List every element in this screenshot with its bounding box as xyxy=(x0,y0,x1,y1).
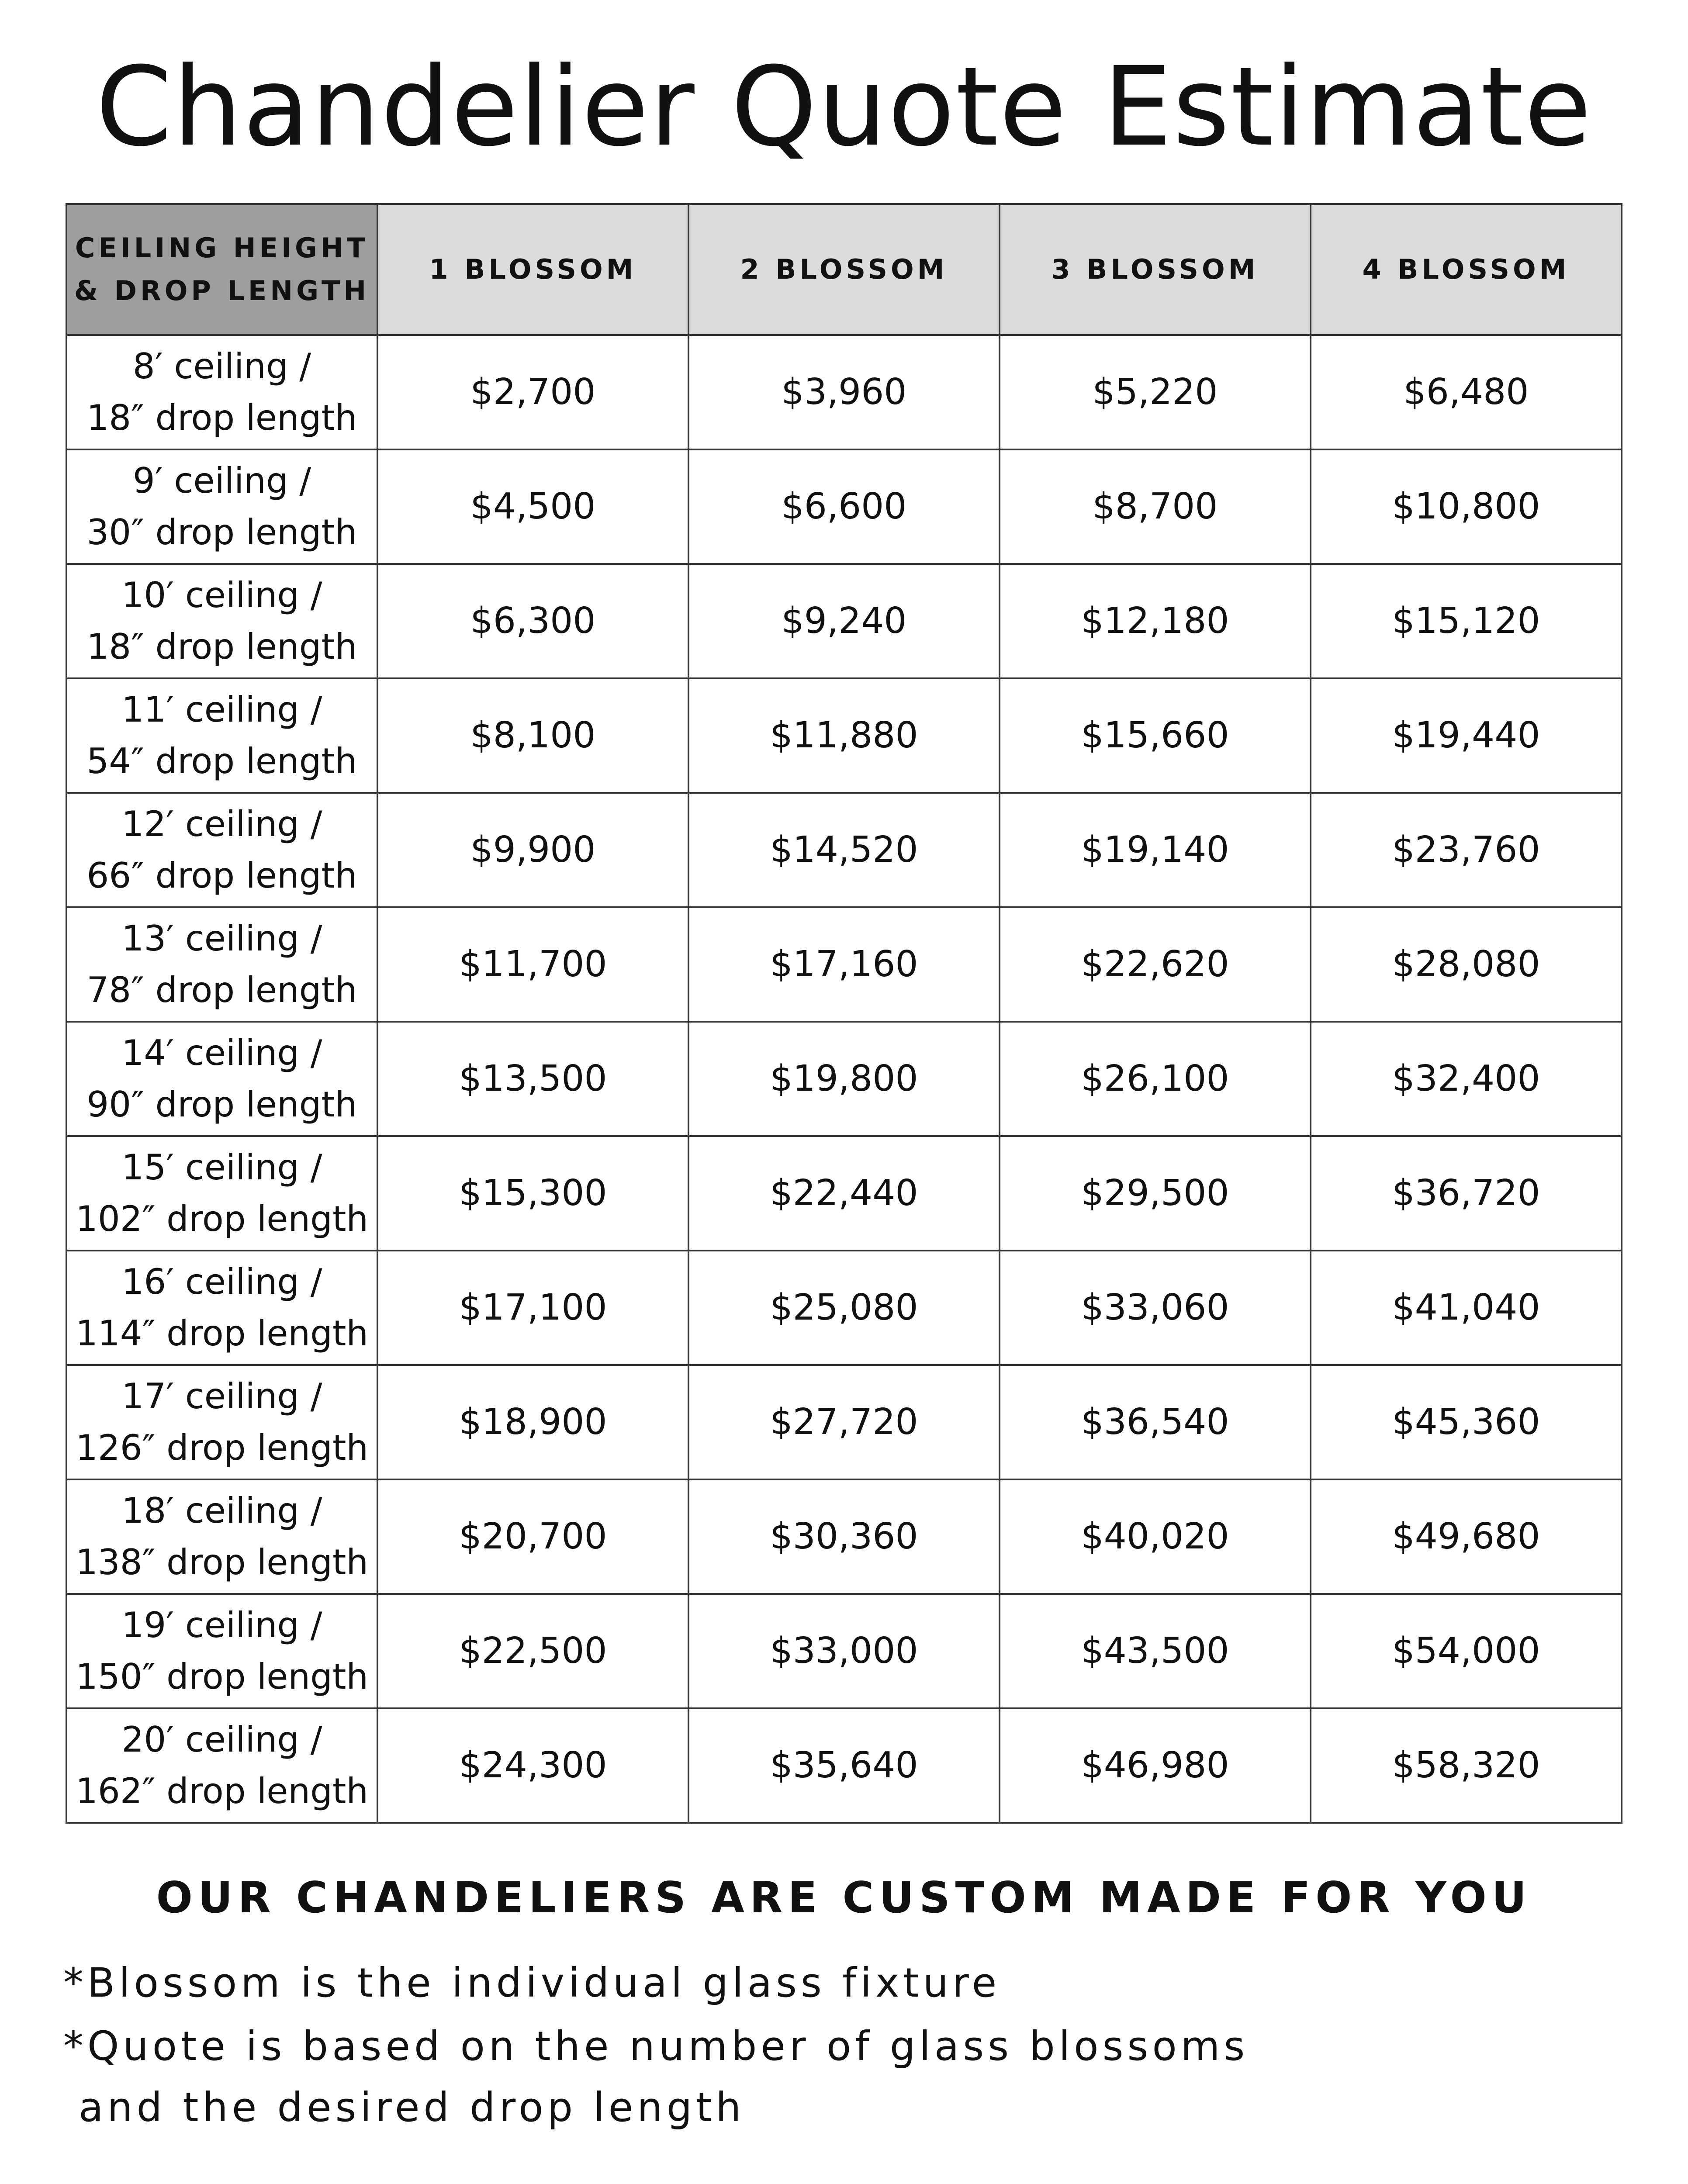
footnote-continuation: and the desired drop length xyxy=(79,2084,745,2131)
drop-length: 30″ drop length xyxy=(86,512,357,553)
drop-length: 90″ drop length xyxy=(86,1084,357,1125)
price-cell-4-blossom: $23,760 xyxy=(1311,793,1622,907)
drop-length: 102″ drop length xyxy=(75,1199,369,1239)
price-cell-2-blossom: $19,800 xyxy=(688,1022,1000,1136)
price-cell-4-blossom: $19,440 xyxy=(1311,678,1622,793)
row-label-cell xyxy=(66,1136,377,1251)
table-row xyxy=(66,564,1622,678)
price-cell-4-blossom: $6,480 xyxy=(1311,335,1622,449)
price-cell-2-blossom: $11,880 xyxy=(688,678,1000,793)
price-cell-1-blossom: $15,300 xyxy=(377,1136,688,1251)
price-cell-3-blossom: $29,500 xyxy=(1000,1136,1311,1251)
header-row xyxy=(66,204,1622,335)
table-row xyxy=(66,1708,1622,1823)
price-cell-1-blossom: $17,100 xyxy=(377,1251,688,1365)
table-row xyxy=(66,449,1622,564)
ceiling-height: 19′ ceiling / xyxy=(121,1605,322,1645)
price-cell-3-blossom: $26,100 xyxy=(1000,1022,1311,1136)
drop-length: 114″ drop length xyxy=(75,1313,369,1354)
price-cell-4-blossom: $49,680 xyxy=(1311,1479,1622,1594)
ceiling-height: 12′ ceiling / xyxy=(121,804,322,844)
price-cell-3-blossom: $12,180 xyxy=(1000,564,1311,678)
ceiling-height: 13′ ceiling / xyxy=(121,918,322,959)
price-cell-1-blossom: $18,900 xyxy=(377,1365,688,1479)
price-cell-3-blossom: $22,620 xyxy=(1000,907,1311,1022)
price-cell-2-blossom: $35,640 xyxy=(688,1708,1000,1823)
price-cell-3-blossom: $43,500 xyxy=(1000,1594,1311,1708)
row-label-cell xyxy=(66,1708,377,1823)
price-cell-4-blossom: $54,000 xyxy=(1311,1594,1622,1708)
price-cell-4-blossom: $32,400 xyxy=(1311,1022,1622,1136)
table-row xyxy=(66,1479,1622,1594)
row-label-cell xyxy=(66,335,377,449)
price-cell-4-blossom: $10,800 xyxy=(1311,449,1622,564)
table-body xyxy=(66,335,1622,1823)
table-row xyxy=(66,1022,1622,1136)
price-cell-1-blossom: $24,300 xyxy=(377,1708,688,1823)
row-label-cell xyxy=(66,564,377,678)
price-cell-3-blossom: $15,660 xyxy=(1000,678,1311,793)
price-cell-3-blossom: $36,540 xyxy=(1000,1365,1311,1479)
price-cell-1-blossom: $2,700 xyxy=(377,335,688,449)
drop-length: 150″ drop length xyxy=(75,1656,369,1697)
price-cell-4-blossom: $15,120 xyxy=(1311,564,1622,678)
table-row xyxy=(66,793,1622,907)
price-cell-2-blossom: $30,360 xyxy=(688,1479,1000,1594)
price-cell-1-blossom: $8,100 xyxy=(377,678,688,793)
price-cell-2-blossom: $33,000 xyxy=(688,1594,1000,1708)
drop-length: 18″ drop length xyxy=(86,626,357,667)
table-row xyxy=(66,1251,1622,1365)
ceiling-height: 17′ ceiling / xyxy=(121,1376,322,1417)
price-cell-1-blossom: $20,700 xyxy=(377,1479,688,1594)
footnote: *Blossom is the individual glass fixture xyxy=(63,1959,1001,2006)
row-label-cell xyxy=(66,1365,377,1479)
price-cell-1-blossom: $9,900 xyxy=(377,793,688,907)
ceiling-height: 15′ ceiling / xyxy=(121,1147,322,1188)
drop-length: 18″ drop length xyxy=(86,397,357,438)
row-label-cell xyxy=(66,907,377,1022)
footnote: *Quote is based on the number of glass blossoms xyxy=(63,2023,1249,2070)
quote-table xyxy=(66,203,1622,1824)
ceiling-height: 20′ ceiling / xyxy=(121,1719,322,1760)
price-cell-2-blossom: $25,080 xyxy=(688,1251,1000,1365)
header-4-blossom: 4 BLOSSOM xyxy=(1311,204,1622,335)
drop-length: 162″ drop length xyxy=(75,1771,369,1811)
ceiling-height: 16′ ceiling / xyxy=(121,1261,322,1302)
price-cell-4-blossom: $41,040 xyxy=(1311,1251,1622,1365)
drop-length: 54″ drop length xyxy=(86,741,357,781)
ceiling-height: 11′ ceiling / xyxy=(121,689,322,730)
price-cell-2-blossom: $22,440 xyxy=(688,1136,1000,1251)
table-row xyxy=(66,1136,1622,1251)
price-cell-3-blossom: $33,060 xyxy=(1000,1251,1311,1365)
ceiling-height: 18′ ceiling / xyxy=(121,1490,322,1531)
drop-length: 78″ drop length xyxy=(86,970,357,1010)
drop-length: 126″ drop length xyxy=(75,1427,369,1468)
row-label-cell xyxy=(66,678,377,793)
price-cell-2-blossom: $27,720 xyxy=(688,1365,1000,1479)
price-cell-3-blossom: $5,220 xyxy=(1000,335,1311,449)
price-cell-2-blossom: $14,520 xyxy=(688,793,1000,907)
header-1-blossom: 1 BLOSSOM xyxy=(377,204,688,335)
tagline: OUR CHANDELIERS ARE CUSTOM MADE FOR YOU xyxy=(156,1873,1532,1923)
table-row xyxy=(66,1594,1622,1708)
price-cell-1-blossom: $4,500 xyxy=(377,449,688,564)
price-cell-1-blossom: $6,300 xyxy=(377,564,688,678)
row-label-cell xyxy=(66,1251,377,1365)
table-row xyxy=(66,907,1622,1022)
price-cell-1-blossom: $13,500 xyxy=(377,1022,688,1136)
drop-length: 138″ drop length xyxy=(75,1542,369,1583)
header-3-blossom: 3 BLOSSOM xyxy=(1000,204,1311,335)
table-row xyxy=(66,678,1622,793)
price-cell-2-blossom: $17,160 xyxy=(688,907,1000,1022)
table-row xyxy=(66,1365,1622,1479)
table-row xyxy=(66,335,1622,449)
price-cell-2-blossom: $3,960 xyxy=(688,335,1000,449)
row-label-cell xyxy=(66,449,377,564)
row-label-cell xyxy=(66,1479,377,1594)
row-label-cell xyxy=(66,1022,377,1136)
ceiling-height: 9′ ceiling / xyxy=(132,460,311,501)
row-label-cell xyxy=(66,1594,377,1708)
price-cell-4-blossom: $28,080 xyxy=(1311,907,1622,1022)
price-cell-3-blossom: $40,020 xyxy=(1000,1479,1311,1594)
price-cell-3-blossom: $46,980 xyxy=(1000,1708,1311,1823)
ceiling-height: 8′ ceiling / xyxy=(132,346,311,387)
price-cell-3-blossom: $19,140 xyxy=(1000,793,1311,907)
header-2-blossom: 2 BLOSSOM xyxy=(688,204,1000,335)
price-cell-4-blossom: $36,720 xyxy=(1311,1136,1622,1251)
price-cell-4-blossom: $58,320 xyxy=(1311,1708,1622,1823)
ceiling-height: 14′ ceiling / xyxy=(121,1033,322,1073)
price-cell-2-blossom: $6,600 xyxy=(688,449,1000,564)
drop-length: 66″ drop length xyxy=(86,855,357,896)
price-cell-2-blossom: $9,240 xyxy=(688,564,1000,678)
page-title: Chandelier Quote Estimate xyxy=(96,43,1592,170)
header-ceiling-drop: CEILING HEIGHT & DROP LENGTH xyxy=(66,204,377,335)
ceiling-height: 10′ ceiling / xyxy=(121,575,322,615)
price-cell-1-blossom: $22,500 xyxy=(377,1594,688,1708)
row-label-cell xyxy=(66,793,377,907)
price-cell-1-blossom: $11,700 xyxy=(377,907,688,1022)
price-cell-4-blossom: $45,360 xyxy=(1311,1365,1622,1479)
price-cell-3-blossom: $8,700 xyxy=(1000,449,1311,564)
